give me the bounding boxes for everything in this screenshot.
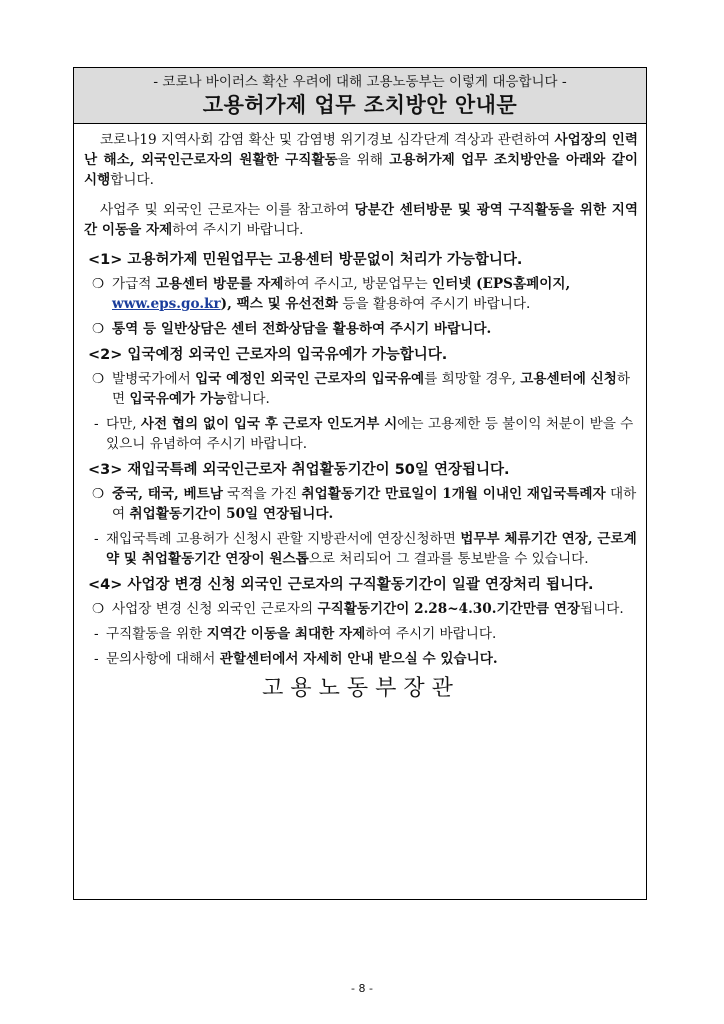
minister-signature: 고용노동부장관: [262, 676, 460, 701]
section-4-item-1: [84, 599, 638, 619]
text-bold: 법무부 체류기간 연장, 근로계약 및 취업활동기간 연장이 원스톱: [106, 531, 637, 567]
text-bold: 사전 협의 없이 입국 후 근로자 인도거부 시: [140, 416, 398, 432]
text-bold: 고용허가제 업무 조치방안을 아래와 같이 시행: [84, 152, 638, 188]
text: 합니다.: [110, 172, 154, 188]
text: 하여 주시기 바랍니다.: [365, 626, 497, 642]
text-bold: 사업장의 인력난 해소, 외국인근로자의 원활한 구직활동: [84, 132, 638, 168]
text: 하여 주시기 바랍니다.: [172, 222, 304, 238]
intro-paragraph-2: [84, 200, 638, 240]
text-bold: 고용센터에 신청: [520, 371, 617, 387]
text-bold: 고용센터 방문를 자제: [155, 276, 284, 292]
text: 됩니다.: [579, 601, 624, 617]
section-2-item-1: [84, 369, 638, 409]
text-bold: 중국, 태국, 베트남: [112, 486, 223, 502]
text-bold: 입국유예가 가능: [129, 391, 227, 407]
section-4-dash-2: [84, 649, 638, 669]
intro-paragraph-1: [84, 130, 638, 190]
circle-bullet-icon: ❍: [92, 371, 105, 387]
text-bold: 인터넷 (EPS홈페이지,: [431, 276, 571, 292]
page-number: - 8 -: [351, 982, 373, 995]
dash-bullet-icon: -: [94, 531, 99, 547]
section-3-title: <3> 재입국특례 외국인근로자 취업활동기간이 50일 연장됩니다.: [88, 462, 510, 478]
dash-bullet-icon: -: [94, 651, 99, 667]
section-1-item-2: [84, 319, 638, 339]
text: 을 위해: [337, 152, 390, 168]
section-4-title: <4> 사업장 변경 신청 외국인 근로자의 구직활동기간이 일괄 연장처리 됩니다.: [88, 577, 594, 593]
text: 으로 처리되어 그 결과를 통보받을 수 있습니다.: [308, 551, 589, 567]
text-bold: 취업활동기간이 50일 연장됩니다.: [129, 506, 334, 522]
text: 발병국가에서: [112, 371, 196, 387]
circle-bullet-icon: ❍: [92, 486, 105, 502]
text: 코로나19 지역사회 감염 확산 및 감염병 위기경보 심각단계 격상과 관련하여: [100, 132, 555, 148]
notice-content: [74, 124, 646, 699]
text: 대하여: [112, 486, 637, 522]
text: 구직활동을 위한: [106, 626, 207, 642]
text-bold: 입국 예정인 외국인 근로자의 입국유예: [195, 371, 425, 387]
text: 국적을 가진: [222, 486, 302, 502]
text: 등을 활용하여 주시기 바랍니다.: [337, 296, 531, 312]
text-bold: 당분간 센터방문 및 광역 구직활동을 위한 지역간 이동을 자제: [84, 202, 638, 238]
text-bold: ), 팩스 및 유선전화: [220, 296, 338, 312]
dash-bullet-icon: -: [94, 416, 99, 432]
text-bold: 지역간 이동을 최대한 자제: [206, 626, 366, 642]
section-2-title: <2> 입국예정 외국인 근로자의 입국유예가 가능합니다.: [88, 347, 448, 363]
notice-subtitle: - 코로나 바이러스 확산 우려에 대해 고용노동부는 이렇게 대응합니다 -: [153, 74, 567, 90]
notice-box: [73, 67, 647, 900]
section-1-item-1: [84, 274, 638, 314]
text: 가급적: [112, 276, 156, 292]
text: 합니다.: [226, 391, 270, 407]
text-bold: 취업활동기간 만료일이 1개월 이내인 재입국특례자: [301, 486, 606, 502]
text: 하면: [112, 371, 631, 407]
section-2-dash-1: [84, 414, 638, 454]
section-3-item-1: [84, 484, 638, 524]
text: 를 희망할 경우,: [424, 371, 521, 387]
section-1-title: <1> 고용허가제 민원업무는 고용센터 방문없이 처리가 가능합니다.: [88, 252, 523, 268]
text-bold: 구직활동기간이 2.28~4.30.기간만큼 연장: [317, 601, 580, 617]
circle-bullet-icon: ❍: [92, 601, 105, 617]
section-3-dash-1: [84, 529, 638, 569]
text: 사업주 및 외국인 근로자는 이를 참고하여: [100, 202, 355, 218]
notice-title: 고용허가제 업무 조치방안 안내문: [202, 93, 518, 117]
text: 하여 주시고, 방문업무는: [283, 276, 432, 292]
text: 에는 고용제한 등 불이익 처분이 받을 수 있으니 유념하여 주시기 바랍니다.: [106, 416, 634, 452]
circle-bullet-icon: ❍: [92, 276, 105, 292]
circle-bullet-icon: ❍: [92, 321, 105, 337]
text: 재입국특례 고용허가 신청시 관할 지방관서에 연장신청하면: [106, 531, 461, 547]
text: 문의사항에 대해서: [106, 651, 220, 667]
text-bold: 통역 등 일반상담은 센터 전화상담을 활용하여 주시기 바랍니다.: [112, 321, 492, 337]
text-bold: 관할센터에서 자세히 안내 받으실 수 있습니다.: [219, 651, 498, 667]
text: 다만,: [106, 416, 141, 432]
notice-header: [74, 68, 646, 124]
dash-bullet-icon: -: [94, 626, 99, 642]
text: 사업장 변경 신청 외국인 근로자의: [112, 601, 318, 617]
section-4-dash-1: [84, 624, 638, 644]
eps-website-link[interactable]: www.eps.go.kr: [112, 296, 221, 312]
